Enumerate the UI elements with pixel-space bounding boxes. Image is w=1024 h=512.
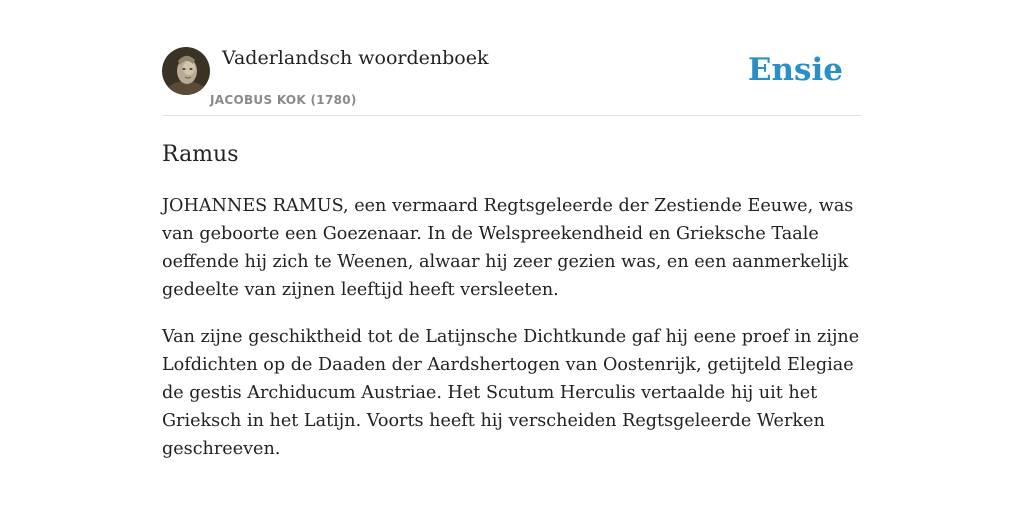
entry-paragraph: JOHANNES RAMUS, een vermaard Regtsgeleerde der Zestiende Eeuwe, was van geboorte een Goezenaar. In de Welspreekendheid en Grieksche Taale oeffende hij zich te Weenen, alwaar hij zeer gezien was, en een aanmerkelijk gedeelte van zijnen leeftijd heeft versleeten.	[162, 196, 854, 300]
author-portrait-icon[interactable]	[162, 47, 210, 95]
entry-paragraph: Van zijne geschiktheid tot de Latijnsche Dichtkunde gaf hij eene proef in zijne Lofdichten op de Daaden der Aardshertogen van Oostenrijk, getijteld Elegiae de gestis Archiducum Austriae. Het Scutum Herculis vertaalde hij uit het Grieksch in het Latijn. Voorts heeft hij verscheiden Regtsgeleerde Werken geschreeven.	[162, 327, 860, 459]
author-name[interactable]: JACOBUS KOK (1780)	[210, 93, 357, 107]
entry-title: Ramus	[162, 142, 239, 167]
book-title[interactable]: Vaderlandsch woordenboek	[222, 47, 489, 69]
header	[162, 40, 862, 116]
brand-logo[interactable]: Ensie	[747, 52, 843, 88]
entry-body	[162, 192, 862, 482]
